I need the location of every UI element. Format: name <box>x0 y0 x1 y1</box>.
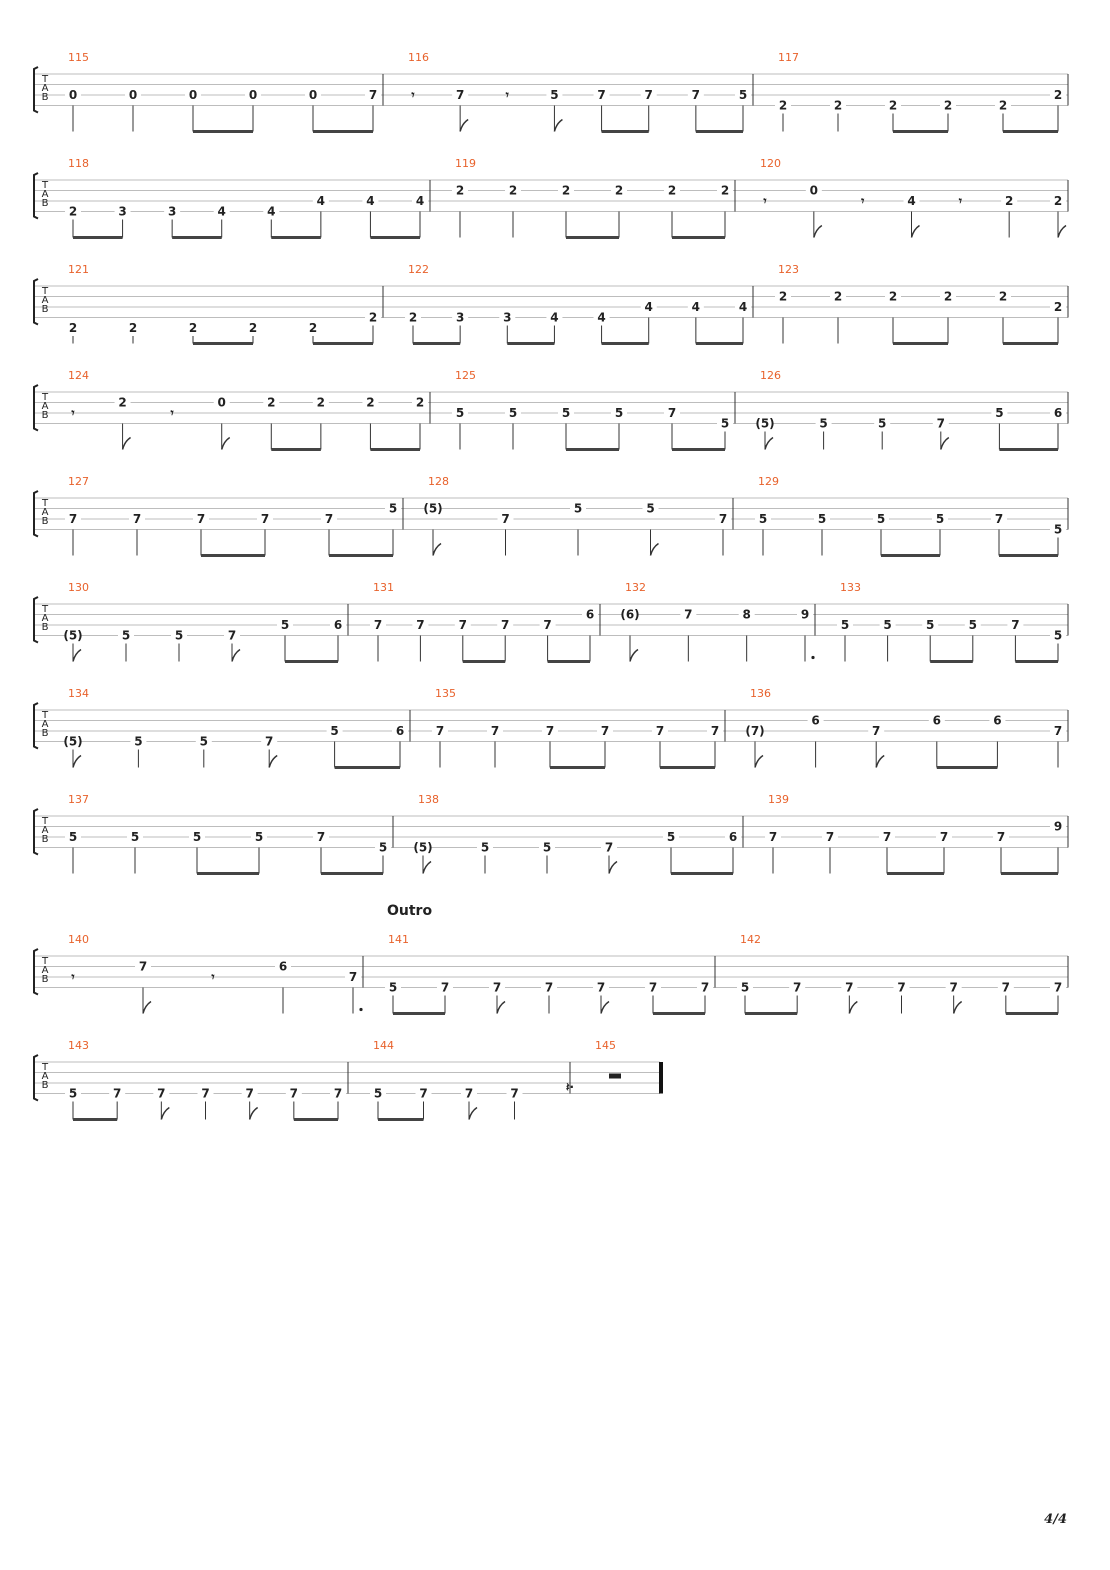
eighth-flag <box>161 1108 169 1120</box>
fret-number: 7 <box>710 724 720 738</box>
eighth-flag <box>941 438 949 450</box>
fret-number: 7 <box>440 980 450 995</box>
eighth-flag <box>250 1108 258 1120</box>
fret-number: 7 <box>455 88 465 102</box>
fret-number: 2 <box>833 289 843 304</box>
tab-clef-letter: T <box>41 1062 49 1073</box>
fret-number: (6) <box>620 607 640 622</box>
fret-number: 6 <box>932 713 941 728</box>
eighth-flag <box>222 438 230 450</box>
fret-number: 7 <box>419 1086 428 1101</box>
dot <box>811 656 814 659</box>
fret-number: 7 <box>994 512 1004 526</box>
tab-clef-letter: A <box>41 507 49 518</box>
fret-number: 2 <box>888 289 898 304</box>
fret-number: 5 <box>550 88 559 102</box>
eighth-flag <box>912 226 920 238</box>
fret-number: 5 <box>819 416 828 431</box>
fret-number: 4 <box>597 310 606 325</box>
fret-number: 5 <box>174 628 184 643</box>
fret-number: 2 <box>998 289 1008 304</box>
fret-number: 5 <box>199 734 208 749</box>
eighth-rest: 𝄾 <box>71 970 75 984</box>
fret-number: 5 <box>740 980 750 995</box>
fret-number: 5 <box>883 618 892 632</box>
fret-number: 2 <box>508 183 518 198</box>
fret-number: 2 <box>316 395 326 410</box>
fret-number: 5 <box>542 840 552 855</box>
fret-number: (5) <box>413 840 433 855</box>
tab-clef-letter: T <box>41 604 49 615</box>
fret-number: 4 <box>738 300 748 314</box>
eighth-rest: 𝄾 <box>71 406 75 420</box>
fret-number: 7 <box>132 512 142 526</box>
fret-number: 7 <box>897 980 906 995</box>
eighth-flag <box>143 1002 151 1014</box>
fret-number: 2 <box>68 321 78 335</box>
eighth-flag <box>601 1002 609 1014</box>
fret-number: 5 <box>388 501 398 516</box>
fret-number: 0 <box>248 88 258 102</box>
fret-number: 0 <box>128 88 138 102</box>
final-barline-thick <box>659 1062 663 1094</box>
tab-clef-letter: B <box>41 516 49 527</box>
fret-number: 7 <box>544 980 554 995</box>
tab-clef-letter: B <box>41 974 49 985</box>
fret-number: 7 <box>464 1086 474 1101</box>
fret-number: 4 <box>366 194 375 208</box>
fret-number: 7 <box>684 607 693 622</box>
fret-number: 0 <box>188 88 198 102</box>
eighth-flag <box>423 862 431 874</box>
fret-number: 4 <box>316 194 326 208</box>
fret-number: 2 <box>614 183 624 198</box>
fret-number: 6 <box>811 713 820 728</box>
fret-number: 2 <box>667 183 677 198</box>
eighth-flag <box>460 120 468 132</box>
measure-number: 129 <box>758 475 779 488</box>
fret-number: 7 <box>644 88 653 102</box>
tab-clef-letter: A <box>41 83 49 94</box>
fret-number: 5 <box>280 618 290 632</box>
fret-number: 2 <box>943 289 953 304</box>
eighth-rest: 𝄾 <box>763 194 767 208</box>
eighth-rest: 𝄾 <box>505 88 509 102</box>
fret-number: 5 <box>646 501 655 516</box>
eighth-flag <box>232 650 240 662</box>
measure-number: 143 <box>68 1039 89 1052</box>
eighth-flag <box>469 1108 477 1120</box>
eighth-rest: 𝄾 <box>861 194 865 208</box>
fret-number: 5 <box>378 840 388 855</box>
measure-number: 132 <box>625 581 646 594</box>
eighth-flag <box>954 1002 962 1014</box>
fret-number: 2 <box>68 204 78 219</box>
fret-number: (5) <box>755 416 775 431</box>
measure-number: 120 <box>760 157 781 170</box>
fret-number: 5 <box>121 628 131 643</box>
measure-number: 140 <box>68 933 89 946</box>
fret-number: 2 <box>888 98 898 113</box>
eighth-flag <box>765 438 773 450</box>
fret-number: 2 <box>415 395 425 410</box>
dot <box>359 1008 362 1011</box>
measure-number: 123 <box>778 263 799 276</box>
fret-number: 9 <box>800 607 810 622</box>
fret-number: 5 <box>1053 522 1063 537</box>
fret-number: 7 <box>265 734 274 749</box>
measure-number: 139 <box>768 793 789 806</box>
fret-number: 4 <box>907 194 916 208</box>
fret-number: 5 <box>840 618 850 632</box>
fret-number: 5 <box>330 724 339 738</box>
fret-number: 4 <box>415 194 425 208</box>
fret-number: 7 <box>373 618 383 632</box>
fret-number: 5 <box>68 1086 78 1101</box>
eighth-flag <box>849 1002 857 1014</box>
fret-number: 7 <box>545 724 555 738</box>
fret-number: 0 <box>217 395 226 410</box>
fret-number: 5 <box>455 406 465 420</box>
measure-number: 133 <box>840 581 861 594</box>
fret-number: 7 <box>825 830 835 844</box>
measure-number: 136 <box>750 687 771 700</box>
fret-number: 3 <box>167 204 177 219</box>
tab-clef-letter: T <box>41 74 49 85</box>
fret-number: 2 <box>778 98 788 113</box>
fret-number: 7 <box>289 1086 299 1101</box>
fret-number: 4 <box>217 204 226 219</box>
measure-number: 127 <box>68 475 89 488</box>
measure-number: 145 <box>595 1039 616 1052</box>
fret-number: 7 <box>196 512 206 526</box>
fret-number: 7 <box>1001 980 1011 995</box>
fret-number: 7 <box>201 1086 210 1101</box>
fret-number: 7 <box>936 416 945 431</box>
fret-number: 7 <box>324 512 334 526</box>
measure-number: 141 <box>388 933 409 946</box>
eighth-flag <box>554 120 562 132</box>
fret-number: 0 <box>68 88 78 102</box>
eighth-flag <box>609 862 617 874</box>
measure-number: 117 <box>778 51 799 64</box>
fret-number: 7 <box>227 628 237 643</box>
fret-number: 4 <box>550 310 559 325</box>
fret-number: 2 <box>1004 194 1014 208</box>
fret-number: (5) <box>63 734 83 749</box>
fret-number: 5 <box>738 88 748 102</box>
measure-number: 119 <box>455 157 476 170</box>
fret-number: 2 <box>308 321 318 335</box>
fret-number: 5 <box>758 512 768 526</box>
eighth-flag <box>123 438 131 450</box>
fret-number: 7 <box>648 980 658 995</box>
fret-number: 7 <box>112 1086 122 1101</box>
fret-number: 6 <box>278 959 288 974</box>
fret-number: 3 <box>455 310 465 325</box>
fret-number: 2 <box>248 321 258 335</box>
fret-number: 2 <box>128 321 138 335</box>
measure-number: 142 <box>740 933 761 946</box>
fret-number: 6 <box>585 607 595 622</box>
fret-number: 7 <box>939 830 949 844</box>
fret-number: 7 <box>245 1086 254 1101</box>
fret-number: 7 <box>768 830 778 844</box>
fret-number: 7 <box>872 724 881 738</box>
fret-number: 7 <box>490 724 500 738</box>
tab-clef-letter: B <box>41 304 49 315</box>
fret-number: 7 <box>368 88 378 102</box>
fret-number: 4 <box>691 300 701 314</box>
measure-number: 126 <box>760 369 781 382</box>
fret-number: 7 <box>501 618 510 632</box>
fret-number: 7 <box>845 980 854 995</box>
fret-number: 5 <box>254 830 264 844</box>
fret-number: 2 <box>1053 300 1063 314</box>
fret-number: 5 <box>192 830 202 844</box>
tab-clef-letter: A <box>41 965 49 976</box>
fret-number: 2 <box>118 395 127 410</box>
eighth-rest: 𝄾 <box>170 406 174 420</box>
fret-number: 7 <box>882 830 892 844</box>
fret-number: 6 <box>333 618 343 632</box>
tab-clef-letter: A <box>41 825 49 836</box>
eighth-flag <box>269 756 277 768</box>
fret-number: 7 <box>458 618 467 632</box>
eighth-flag <box>73 756 81 768</box>
tab-clef-letter: B <box>41 1080 49 1091</box>
fret-number: 7 <box>260 512 270 526</box>
fret-number: 7 <box>510 1086 519 1101</box>
fret-number: 7 <box>597 88 606 102</box>
measure-number: 124 <box>68 369 89 382</box>
tab-clef-letter: A <box>41 401 49 412</box>
eighth-flag <box>433 544 441 556</box>
fret-number: 2 <box>998 98 1008 113</box>
fret-number: 7 <box>600 724 610 738</box>
eighth-flag <box>73 650 81 662</box>
fret-number: 5 <box>926 618 935 632</box>
eighth-flag <box>1058 226 1066 238</box>
eighth-rest: 𝄾 <box>211 970 215 984</box>
tab-clef-letter: B <box>41 92 49 103</box>
measure-number: 134 <box>68 687 89 700</box>
tab-clef-letter: A <box>41 719 49 730</box>
fret-number: 5 <box>995 406 1004 420</box>
measure-number: 115 <box>68 51 89 64</box>
fret-number: 6 <box>728 830 738 844</box>
fret-number: 5 <box>817 512 827 526</box>
fret-number: 7 <box>700 980 710 995</box>
eighth-flag <box>497 1002 505 1014</box>
tab-clef-letter: B <box>41 834 49 845</box>
fret-number: 6 <box>993 713 1002 728</box>
eighth-flag <box>876 756 884 768</box>
fret-number: 7 <box>333 1086 343 1101</box>
fret-number: 6 <box>1053 406 1063 420</box>
measure-number: 128 <box>428 475 449 488</box>
fret-number: 3 <box>503 310 512 325</box>
fret-number: 5 <box>68 830 78 844</box>
fret-number: 7 <box>501 512 510 526</box>
fret-number: 2 <box>366 395 375 410</box>
tab-clef-letter: A <box>41 295 49 306</box>
fret-number: 2 <box>943 98 953 113</box>
tab-clef-letter: T <box>41 498 49 509</box>
quarter-rest: 𝄽· <box>565 1080 575 1094</box>
fret-number: 7 <box>1053 980 1063 995</box>
eighth-flag <box>755 756 763 768</box>
section-label: Outro <box>387 903 433 919</box>
fret-number: 7 <box>138 959 148 974</box>
fret-number: 7 <box>1011 618 1020 632</box>
fret-number: 7 <box>718 512 728 526</box>
half-rest <box>609 1074 621 1079</box>
fret-number: 2 <box>1053 88 1063 102</box>
fret-number: 6 <box>395 724 405 738</box>
fret-number: 5 <box>878 416 887 431</box>
fret-number: 7 <box>604 840 614 855</box>
fret-number: 5 <box>373 1086 383 1101</box>
tab-clef-letter: T <box>41 956 49 967</box>
fret-number: 5 <box>666 830 676 844</box>
tab-clef-letter: A <box>41 1071 49 1082</box>
fret-number: 2 <box>833 98 843 113</box>
tab-clef-letter: A <box>41 613 49 624</box>
fret-number: 7 <box>596 980 606 995</box>
fret-number: 2 <box>267 395 276 410</box>
fret-number: 9 <box>1053 819 1063 834</box>
fret-number: 8 <box>742 607 751 622</box>
tab-clef-letter: T <box>41 710 49 721</box>
measure-number: 144 <box>373 1039 394 1052</box>
fret-number: 7 <box>691 88 701 102</box>
fret-number: 2 <box>561 183 571 198</box>
fret-number: 2 <box>1053 194 1063 208</box>
eighth-flag <box>814 226 822 238</box>
measure-number: 131 <box>373 581 394 594</box>
eighth-rest: 𝄾 <box>411 88 415 102</box>
tab-clef-letter: B <box>41 622 49 633</box>
fret-number: 2 <box>455 183 465 198</box>
fret-number: 3 <box>118 204 127 219</box>
fret-number: 2 <box>720 183 730 198</box>
fret-number: 5 <box>130 830 140 844</box>
fret-number: 7 <box>667 406 677 420</box>
page-number: 4/4 <box>1044 1512 1067 1527</box>
tab-clef-letter: B <box>41 410 49 421</box>
fret-number: 5 <box>720 416 730 431</box>
fret-number: 7 <box>68 512 78 526</box>
fret-number: 5 <box>573 501 583 516</box>
fret-number: 5 <box>508 406 518 420</box>
fret-number: 5 <box>1053 628 1063 643</box>
measure-number: 122 <box>408 263 429 276</box>
measure-number: 130 <box>68 581 89 594</box>
fret-number: (5) <box>63 628 83 643</box>
fret-number: 2 <box>408 310 418 325</box>
fret-number: 5 <box>388 980 398 995</box>
fret-number: 7 <box>543 618 552 632</box>
measure-number: 135 <box>435 687 456 700</box>
fret-number: 0 <box>308 88 318 102</box>
fret-number: 7 <box>1053 724 1063 738</box>
fret-number: 0 <box>809 183 819 198</box>
tab-clef-letter: B <box>41 198 49 209</box>
measure-number: 118 <box>68 157 89 170</box>
fret-number: 7 <box>996 830 1006 844</box>
tab-clef-letter: T <box>41 392 49 403</box>
fret-number: 5 <box>480 840 490 855</box>
tab-clef-letter: B <box>41 728 49 739</box>
measure-number: 116 <box>408 51 429 64</box>
fret-number: (5) <box>423 501 443 516</box>
fret-number: 5 <box>935 512 945 526</box>
eighth-flag <box>651 544 659 556</box>
tab-clef-letter: T <box>41 180 49 191</box>
fret-number: 4 <box>267 204 276 219</box>
fret-number: 7 <box>792 980 802 995</box>
tab-clef-letter: T <box>41 816 49 827</box>
fret-number: 7 <box>157 1086 166 1101</box>
fret-number: 7 <box>949 980 958 995</box>
fret-number: 7 <box>435 724 445 738</box>
eighth-rest: 𝄾 <box>958 194 962 208</box>
fret-number: 5 <box>561 406 571 420</box>
fret-number: 5 <box>134 734 143 749</box>
measure-number: 125 <box>455 369 476 382</box>
fret-number: 2 <box>368 310 378 325</box>
fret-number: 7 <box>416 618 425 632</box>
measure-number: 121 <box>68 263 89 276</box>
fret-number: 2 <box>778 289 788 304</box>
fret-number: 5 <box>876 512 886 526</box>
fret-number: 5 <box>968 618 977 632</box>
fret-number: 2 <box>188 321 198 335</box>
fret-number: 7 <box>316 830 326 844</box>
fret-number: 5 <box>614 406 624 420</box>
fret-number: (7) <box>745 724 765 738</box>
measure-number: 137 <box>68 793 89 806</box>
eighth-flag <box>630 650 638 662</box>
fret-number: 7 <box>348 970 358 984</box>
fret-number: 4 <box>644 300 653 314</box>
tab-clef-letter: T <box>41 286 49 297</box>
fret-number: 7 <box>655 724 665 738</box>
tab-clef-letter: A <box>41 189 49 200</box>
fret-number: 7 <box>492 980 502 995</box>
measure-number: 138 <box>418 793 439 806</box>
